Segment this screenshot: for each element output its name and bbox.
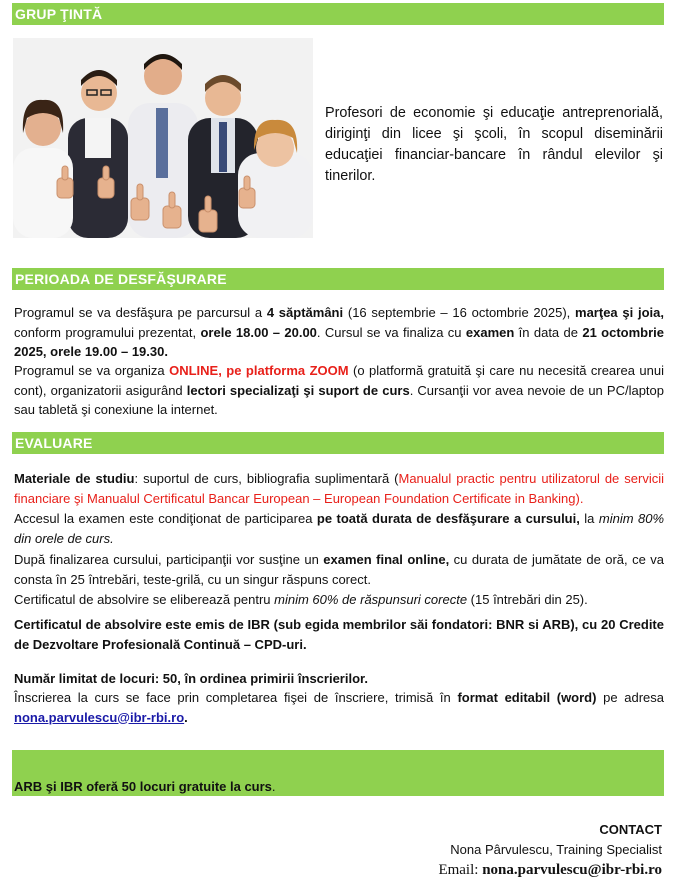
limited-seats-note: Număr limitat de locuri: 50, în ordinea primirii înscrierilor. bbox=[14, 671, 368, 686]
period-paragraph-online: Programul se va organiza ONLINE, pe platforma ZOOM (o platformă gratuită şi care nu necesită crearea unui cont), organizatorii asigurând lectori specializaţi şi suport de curs. Cursanţii vor avea nevoie de un PC/laptop sau tabletă şi conexiune la internet. bbox=[14, 363, 664, 417]
evaluation-final-exam: După finalizarea cursului, participanţii vor susţine un examen final online, cu durata de jumătate de oră, ce va consta în 25 întrebări, teste-grilă, cu un singur răspuns corect. bbox=[14, 552, 664, 587]
target-group-text: Profesori de economie şi educaţie antreprenorială, diriginţi din licee şi şcoli, în scopul diseminării educaţiei financiar-bancare în rândul elevilor şi tinerilor. bbox=[325, 105, 663, 184]
thumbs-up-group-illustration bbox=[13, 38, 313, 238]
evaluation-study-materials: Materiale de studiu: suportul de curs, bibliografia suplimentară (Manualul practic pentru utilizatorul de servicii financiare şi Manualul Certificatul Bancar European – European Foundation Certificate in Banking). bbox=[14, 471, 664, 506]
section-heading-period: PERIOADA DE DESFĂŞURARE bbox=[12, 268, 664, 290]
registration-instructions: Înscrierea la curs se face prin completarea fişei de înscriere, trimisă în format editabil (word) pe adresa nona.parvulescu@ibr-rbi.ro. bbox=[14, 690, 664, 725]
contact-email-link[interactable]: nona.parvulescu@ibr-rbi.ro bbox=[482, 862, 662, 878]
free-seats-text: ARB şi IBR oferă 50 locuri gratuite la curs. bbox=[14, 779, 276, 794]
contact-label: CONTACT bbox=[599, 822, 662, 837]
evaluation-certificate-threshold: Certificatul de absolvire se eliberează pentru minim 60% de răspunsuri corecte (15 întrebări din 25). bbox=[14, 592, 588, 607]
registration-email-link[interactable]: nona.parvulescu@ibr-rbi.ro bbox=[14, 709, 185, 725]
evaluation-exam-access: Accesul la examen este condiţionat de participarea pe toată durata de desfăşurare a cursului, la minim 80% din orele de curs. bbox=[14, 511, 665, 546]
section-heading-target-group: GRUP ŢINTĂ bbox=[12, 3, 664, 25]
contact-block bbox=[438, 820, 662, 880]
contact-name: Nona Pârvulescu, Training Specialist bbox=[450, 842, 662, 857]
contact-email-line: Email: nona.parvulescu@ibr-rbi.ro bbox=[438, 862, 662, 878]
period-paragraph-schedule: Programul se va desfăşura pe parcursul a 4 săptămâni (16 septembrie – 16 octombrie 2025), marţea şi joia, conform programului prezentat, orele 18.00 – 20.00. Cursul se va finaliza cu examen în data de 21 octombrie 2025, orele 19.00 – 19.30. bbox=[14, 305, 664, 359]
evaluation-certificate-issuer: Certificatul de absolvire este emis de IBR (sub egida membrilor săi fondatori: BNR si ARB), cu 20 Credite de Dezvoltare Profesională Continuă – CPD-uri. bbox=[14, 617, 664, 652]
group-photo bbox=[13, 38, 313, 238]
section-heading-evaluation: EVALUARE bbox=[12, 432, 664, 454]
